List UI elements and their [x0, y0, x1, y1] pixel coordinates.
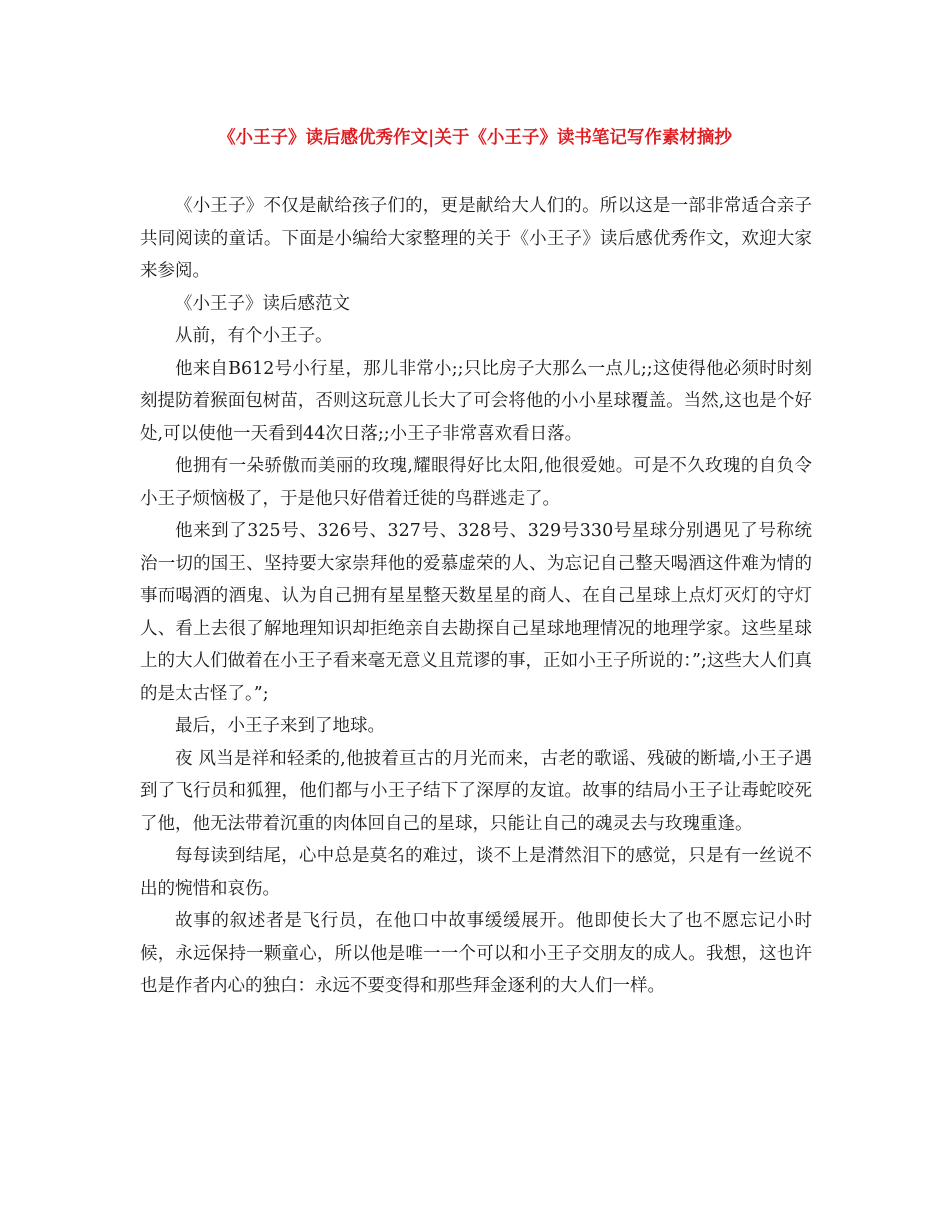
paragraph-once-upon: 从前，有个小王子。 [175, 326, 333, 346]
paragraph-subheading: 《小王子》读后感范文 [175, 293, 350, 314]
paragraph-night: 夜 风当是祥和轻柔的,他披着亘古的月光而来，古老的歌谣、残破的断墙,小王子遇到了飞行员和狐狸，他们都与小王子结下了深厚的友谊。故事的结局小王子让毒蛇咬死了他，他无法带着沉重的肉体回自己的星球，只能让自己的魂灵去与玫瑰重逢。 [140, 748, 812, 834]
paragraph-narrator: 故事的叙述者是飞行员，在他口中故事缓缓展开。他即使长大了也不愿忘记小时候，永远保持一颗童心，所以他是唯一一个可以和小王子交朋友的成人。我想，这也许也是作者内心的独白：永远不要变得和那些拜金逐利的大人们一样。 [140, 911, 812, 996]
paragraph-planets: 他来到了325号、326号、327号、328号、329号330号星球分别遇见了号称统治一切的国王、坚持要大家崇拜他的爱慕虚荣的人、为忘记自己整天喝酒这件难为情的事而喝酒的酒鬼、认为自己拥有星星整天数星星的商人、在自己星球上点灯灭灯的守灯人、看上去很了解地理知识却拒绝亲自去勘探自己星球地理情况的地理学家。这些星球上的大人们做着在小王子看来毫无意义且荒谬的事，正如小王子所说的：”;这些大人们真的是太古怪了。”; [140, 521, 812, 704]
paragraph-earth: 最后，小王子来到了地球。 [175, 716, 385, 736]
paragraph-b612: 他来自B612号小行星，那儿非常小;;只比房子大那么一点儿;;这使得他必须时时刻刻提防着猴面包树苗，否则这玩意儿长大了可会将他的小小星球覆盖。当然,这也是个好处,可以使他一天看到44次日落;;小王子非常喜欢看日落。 [140, 358, 812, 444]
paragraph-rose: 他拥有一朵骄傲而美丽的玫瑰,耀眼得好比太阳,他很爱她。可是不久玫瑰的自负令小王子烦恼极了，于是他只好借着迁徙的鸟群逃走了。 [140, 456, 812, 509]
paragraph-intro: 《小王子》不仅是献给孩子们的，更是献给大人们的。所以这是一部非常适合亲子共同阅读的童话。下面是小编给大家整理的关于《小王子》读后感优秀作文，欢迎大家来参阅。 [140, 196, 812, 281]
document-title: 《小王子》读后感优秀作文|关于《小王子》读书笔记写作素材摘抄 [218, 128, 732, 148]
paragraph-ending: 每每读到结尾，心中总是莫名的难过，谈不上是潸然泪下的感觉，只是有一丝说不出的惋惜和哀伤。 [140, 846, 812, 899]
document-body [140, 190, 812, 1003]
